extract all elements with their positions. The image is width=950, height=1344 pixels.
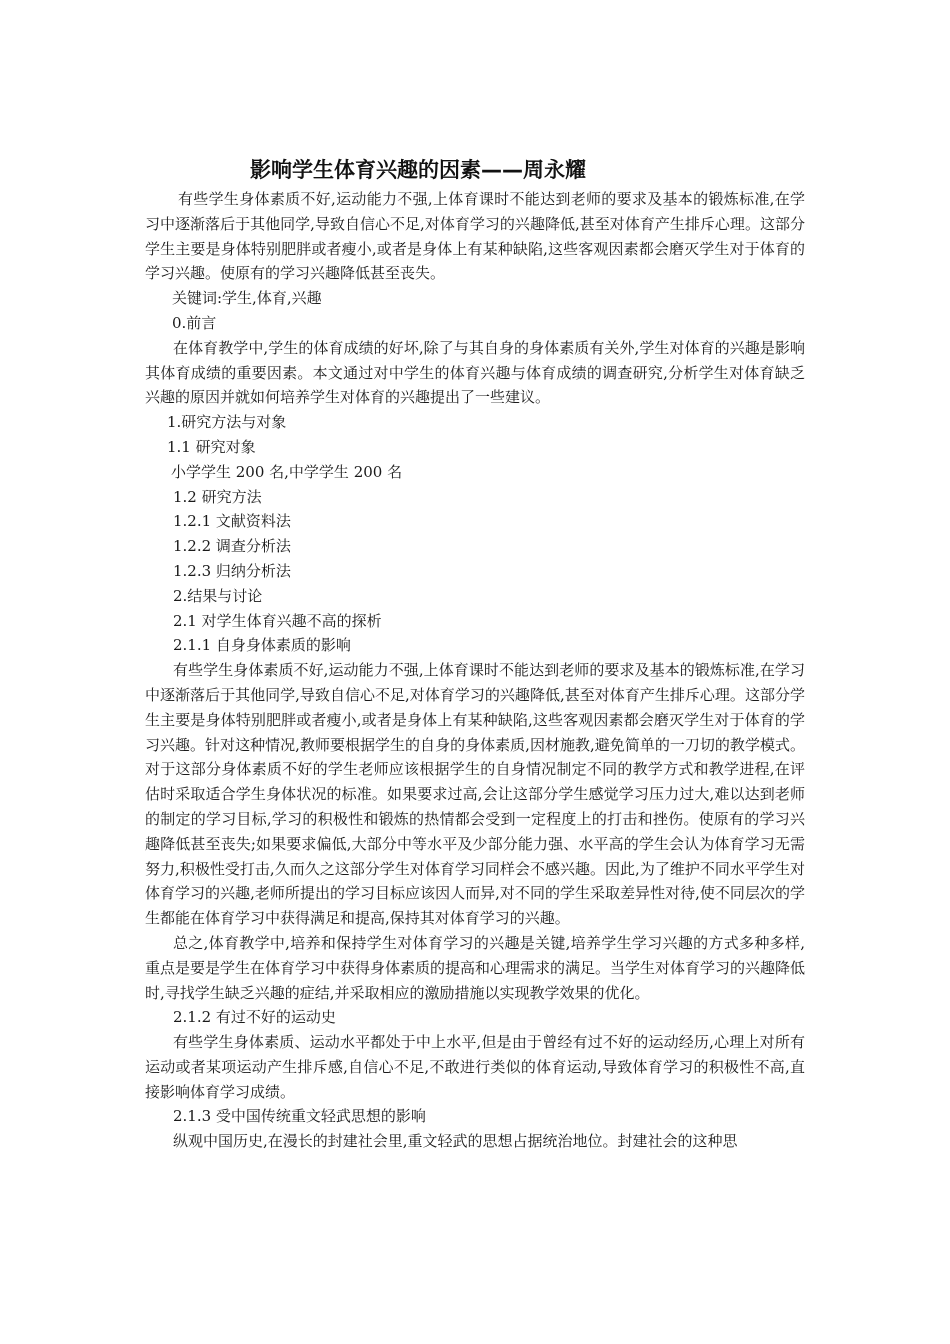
section-2-1-heading: 2.1 对学生体育兴趣不高的探析 (173, 611, 382, 630)
section-1-2-heading: 1.2 研究方法 (173, 487, 262, 506)
section-1-1-paragraph: 小学学生 200 名,中学学生 200 名 (171, 462, 403, 481)
section-1-2-1-heading: 1.2.1 文献资料法 (173, 512, 291, 531)
section-2-1-3-paragraph: 纵观中国历史,在漫长的封建社会里,重文轻武的思想占据统治地位。封建社会的这种思 (173, 1132, 738, 1151)
section-1-2-2-heading: 1.2.2 调查分析法 (173, 537, 291, 556)
section-2-1-2-heading: 2.1.2 有过不好的运动史 (173, 1008, 336, 1027)
section-2-heading: 2.结果与讨论 (173, 586, 263, 605)
section-1-heading: 1.研究方法与对象 (167, 413, 287, 432)
section-1-1-heading: 1.1 研究对象 (167, 437, 256, 456)
section-2-1-1-heading: 2.1.1 自身身体素质的影响 (173, 636, 351, 655)
section-2-1-2-paragraph: 有些学生身体素质、运动水平都处于中上水平,但是由于曾经有过不好的运动经历,心理上对所有运动或者某项运动产生排斥感,自信心不足,不敢进行类似的体育运动,导致体育学习的积极性不高,直接影响体育学习成绩。 (145, 1033, 805, 1101)
section-0-paragraph: 在体育教学中,学生的体育成绩的好坏,除了与其自身的身体素质有关外,学生对体育的兴趣是影响其体育成绩的重要因素。本文通过对中学生的体育兴趣与体育成绩的调查研究,分析学生对体育缺乏兴趣的原因并就如何培养学生对体育的兴趣提出了一些建议。 (145, 338, 805, 407)
section-0-heading: 0.前言 (172, 313, 217, 332)
section-2-1-1-summary-paragraph: 总之,体育教学中,培养和保持学生对体育学习的兴趣是关键,培养学生学习兴趣的方式多种多样,重点是要是学生在体育学习中获得身体素质的提高和心理需求的满足。当学生对体育学习的兴趣降低时,寻找学生缺乏兴趣的症结,并采取相应的激励措施以实现教学效果的优化。 (145, 933, 806, 1002)
document-page (145, 155, 805, 1154)
abstract-paragraph: 有些学生身体素质不好,运动能力不强,上体育课时不能达到老师的要求及基本的锻炼标准,在学习中逐渐落后于其他同学,导致自信心不足,对体育学习的兴趣降低,甚至对体育产生排斥心理。这部分学生主要是身体特别肥胖或者瘦小,或者是身体上有某种缺陷,这些客观因素都会磨灭学生对于体育的学习兴趣。使原有的学习兴趣降低甚至丧失。 (145, 190, 805, 283)
keywords-line: 关键词:学生,体育,兴趣 (172, 289, 322, 308)
document-title: 影响学生体育兴趣的因素——周永耀 (250, 158, 586, 182)
section-1-2-3-heading: 1.2.3 归纳分析法 (173, 561, 291, 580)
section-2-1-3-heading: 2.1.3 受中国传统重文轻武思想的影响 (173, 1107, 426, 1126)
section-2-1-1-paragraph: 有些学生身体素质不好,运动能力不强,上体育课时不能达到老师的要求及基本的锻炼标准,在学习中逐渐落后于其他同学,导致自信心不足,对体育学习的兴趣降低,甚至对体育产生排斥心理。这部分学生主要是身体特别肥胖或者瘦小,或者是身体上有某种缺陷,这些客观因素都会磨灭学生对于体育的学习兴趣。针对这种情况,教师要根据学生的自身的身体素质,因材施教,避免简单的一刀切的教学模式。对于这部分身体素质不好的学生老师应该根据学生的自身情况制定不同的教学方式和教学进程,在评估时采取适合学生身体状况的标准。如果要求过高,会让这部分学生感觉学习压力过大,难以达到老师的制定的学习目标,学习的积极性和锻炼的热情都会受到一定程度上的打击和挫伤。使原有的学习兴趣降低甚至丧失;如果要求偏低,大部分中等水平及少部分能力强、水平高的学生会认为体育学习无需努力,积极性受打击,久而久之这部分学生对体育学习同样会不感兴趣。因此,为了维护不同水平学生对体育学习的兴趣,老师所提出的学习目标应该因人而异,对不同的学生采取差异性对待,使不同层次的学生都能在体育学习中获得满足和提高,保持其对体育学习的兴趣。 (145, 661, 805, 928)
